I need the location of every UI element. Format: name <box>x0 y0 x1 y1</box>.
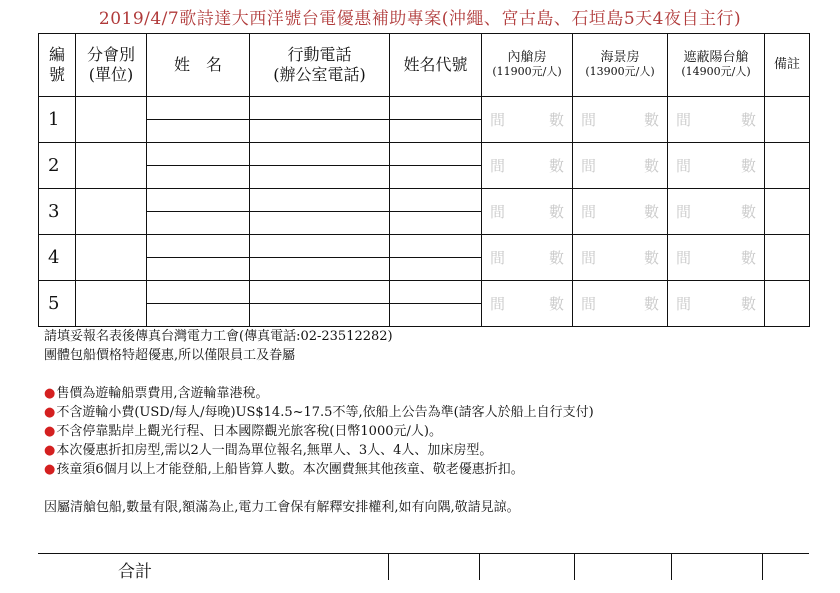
bullet-item <box>44 441 804 460</box>
count-placeholder: 數 <box>548 203 564 221</box>
room-placeholder: 間 <box>490 157 506 175</box>
cabin-sea-field[interactable] <box>573 189 668 235</box>
phone-field[interactable] <box>250 97 390 143</box>
unit-field[interactable] <box>76 97 147 143</box>
cabin-sea-field[interactable] <box>573 281 668 327</box>
cabin-balcony-field[interactable] <box>668 189 765 235</box>
row-number: 3 <box>39 189 76 235</box>
count-placeholder: 數 <box>643 157 659 175</box>
name-field[interactable] <box>147 97 250 143</box>
room-placeholder: 間 <box>676 295 692 313</box>
header-phone: 行動電話 (辦公室電話) <box>250 34 390 97</box>
bullet-dot-icon: ● <box>44 462 56 477</box>
room-placeholder: 間 <box>581 203 597 221</box>
cabin-balcony-field[interactable] <box>668 97 765 143</box>
room-placeholder: 間 <box>676 111 692 129</box>
row-number: 1 <box>39 97 76 143</box>
unit-field[interactable] <box>76 235 147 281</box>
page-title: 2019/4/7歌詩達大西洋號台電優惠補助專案(沖繩、宮古島、石垣島5天4夜自主行) <box>98 9 742 29</box>
room-placeholder: 間 <box>581 295 597 313</box>
header-cabin-inner: 內艙房 (11900元/人) <box>482 34 573 97</box>
unit-field[interactable] <box>76 281 147 327</box>
count-placeholder: 數 <box>643 111 659 129</box>
bullet-dot-icon: ● <box>44 424 56 439</box>
room-placeholder: 間 <box>581 157 597 175</box>
name-code-field[interactable] <box>390 281 482 327</box>
header-row <box>39 34 810 97</box>
total-divider <box>762 554 763 580</box>
count-placeholder: 數 <box>643 203 659 221</box>
header-number: 編號 <box>39 34 76 97</box>
cabin-inner-field[interactable] <box>482 281 573 327</box>
room-placeholder: 間 <box>581 111 597 129</box>
unit-field[interactable] <box>76 143 147 189</box>
header-cabin-sea: 海景房 (13900元/人) <box>573 34 668 97</box>
phone-field[interactable] <box>250 235 390 281</box>
phone-field[interactable] <box>250 143 390 189</box>
count-placeholder: 數 <box>548 157 564 175</box>
total-row <box>38 553 809 580</box>
count-placeholder: 數 <box>643 249 659 267</box>
row-number: 4 <box>39 235 76 281</box>
cabin-inner-field[interactable] <box>482 235 573 281</box>
bullet-text: 不含停靠點岸上觀光行程、日本國際觀光旅客稅(日幣1000元/人)。 <box>56 424 442 439</box>
bullet-item <box>44 403 804 422</box>
name-code-field[interactable] <box>390 97 482 143</box>
bullet-dot-icon: ● <box>44 443 56 458</box>
bullet-text: 孩童須6個月以上才能登船,上船皆算人數。本次團費無其他孩童、敬老優惠折扣。 <box>56 462 524 477</box>
name-field[interactable] <box>147 143 250 189</box>
cabin-balcony-field[interactable] <box>668 143 765 189</box>
bullet-dot-icon: ● <box>44 405 56 420</box>
unit-field[interactable] <box>76 189 147 235</box>
count-placeholder: 數 <box>740 203 756 221</box>
table-row <box>39 189 810 235</box>
header-remark: 備註 <box>765 34 810 97</box>
cabin-sea-field[interactable] <box>573 97 668 143</box>
count-placeholder: 數 <box>548 249 564 267</box>
header-unit: 分會別 (單位) <box>76 34 147 97</box>
room-placeholder: 間 <box>581 249 597 267</box>
bullet-item <box>44 384 804 403</box>
cabin-sea-field[interactable] <box>573 143 668 189</box>
phone-field[interactable] <box>250 189 390 235</box>
remark-field[interactable] <box>765 143 810 189</box>
name-code-field[interactable] <box>390 143 482 189</box>
total-divider <box>479 554 480 580</box>
cabin-balcony-field[interactable] <box>668 281 765 327</box>
room-placeholder: 間 <box>490 295 506 313</box>
cabin-inner-field[interactable] <box>482 97 573 143</box>
header-name: 姓 名 <box>147 34 250 97</box>
total-label: 合計 <box>118 562 152 582</box>
count-placeholder: 數 <box>548 111 564 129</box>
count-placeholder: 數 <box>740 157 756 175</box>
table-row <box>39 143 810 189</box>
count-placeholder: 數 <box>643 295 659 313</box>
room-placeholder: 間 <box>676 249 692 267</box>
row-number: 5 <box>39 281 76 327</box>
name-field[interactable] <box>147 281 250 327</box>
cabin-inner-field[interactable] <box>482 143 573 189</box>
room-placeholder: 間 <box>490 111 506 129</box>
name-code-field[interactable] <box>390 235 482 281</box>
registration-table <box>38 33 810 327</box>
bullet-item <box>44 422 804 441</box>
table-row <box>39 235 810 281</box>
bullet-text: 售價為遊輪船票費用,含遊輪靠港稅。 <box>56 386 269 401</box>
bullet-text: 不含遊輪小費(USD/每人/每晚)US$14.5~17.5不等,依船上公告為準(請客人於船上自行支付) <box>56 405 594 420</box>
count-placeholder: 數 <box>740 249 756 267</box>
remark-field[interactable] <box>765 281 810 327</box>
notes-section <box>44 327 804 517</box>
header-name-code: 姓名代號 <box>390 34 482 97</box>
count-placeholder: 數 <box>548 295 564 313</box>
remark-field[interactable] <box>765 235 810 281</box>
group-note: 團體包船價格特超優惠,所以僅限員工及眷屬 <box>44 348 296 363</box>
name-field[interactable] <box>147 189 250 235</box>
total-divider <box>671 554 672 580</box>
count-placeholder: 數 <box>740 295 756 313</box>
row-number: 2 <box>39 143 76 189</box>
bullet-dot-icon: ● <box>44 386 56 401</box>
room-placeholder: 間 <box>490 203 506 221</box>
cabin-balcony-field[interactable] <box>668 235 765 281</box>
fax-instruction: 請填妥報名表後傳真台灣電力工會(傳真電話:02-23512282) <box>44 329 393 344</box>
bullet-list <box>44 384 804 479</box>
remark-field[interactable] <box>765 97 810 143</box>
total-divider <box>574 554 575 580</box>
name-code-field[interactable] <box>390 189 482 235</box>
room-placeholder: 間 <box>676 203 692 221</box>
bullet-item <box>44 460 804 479</box>
cabin-inner-field[interactable] <box>482 189 573 235</box>
room-placeholder: 間 <box>490 249 506 267</box>
count-placeholder: 數 <box>740 111 756 129</box>
header-cabin-balcony: 遮蔽陽台艙 (14900元/人) <box>668 34 765 97</box>
phone-field[interactable] <box>250 281 390 327</box>
remark-field[interactable] <box>765 189 810 235</box>
table-row <box>39 97 810 143</box>
bullet-text: 本次優惠折扣房型,需以2人一間為單位報名,無單人、3人、4人、加床房型。 <box>56 443 493 458</box>
name-field[interactable] <box>147 235 250 281</box>
table-row <box>39 281 810 327</box>
total-divider <box>388 554 389 580</box>
closing-note: 因屬清艙包船,數量有限,額滿為止,電力工會保有解釋安排權利,如有向隅,敬請見諒。 <box>44 500 520 515</box>
room-placeholder: 間 <box>676 157 692 175</box>
cabin-sea-field[interactable] <box>573 235 668 281</box>
